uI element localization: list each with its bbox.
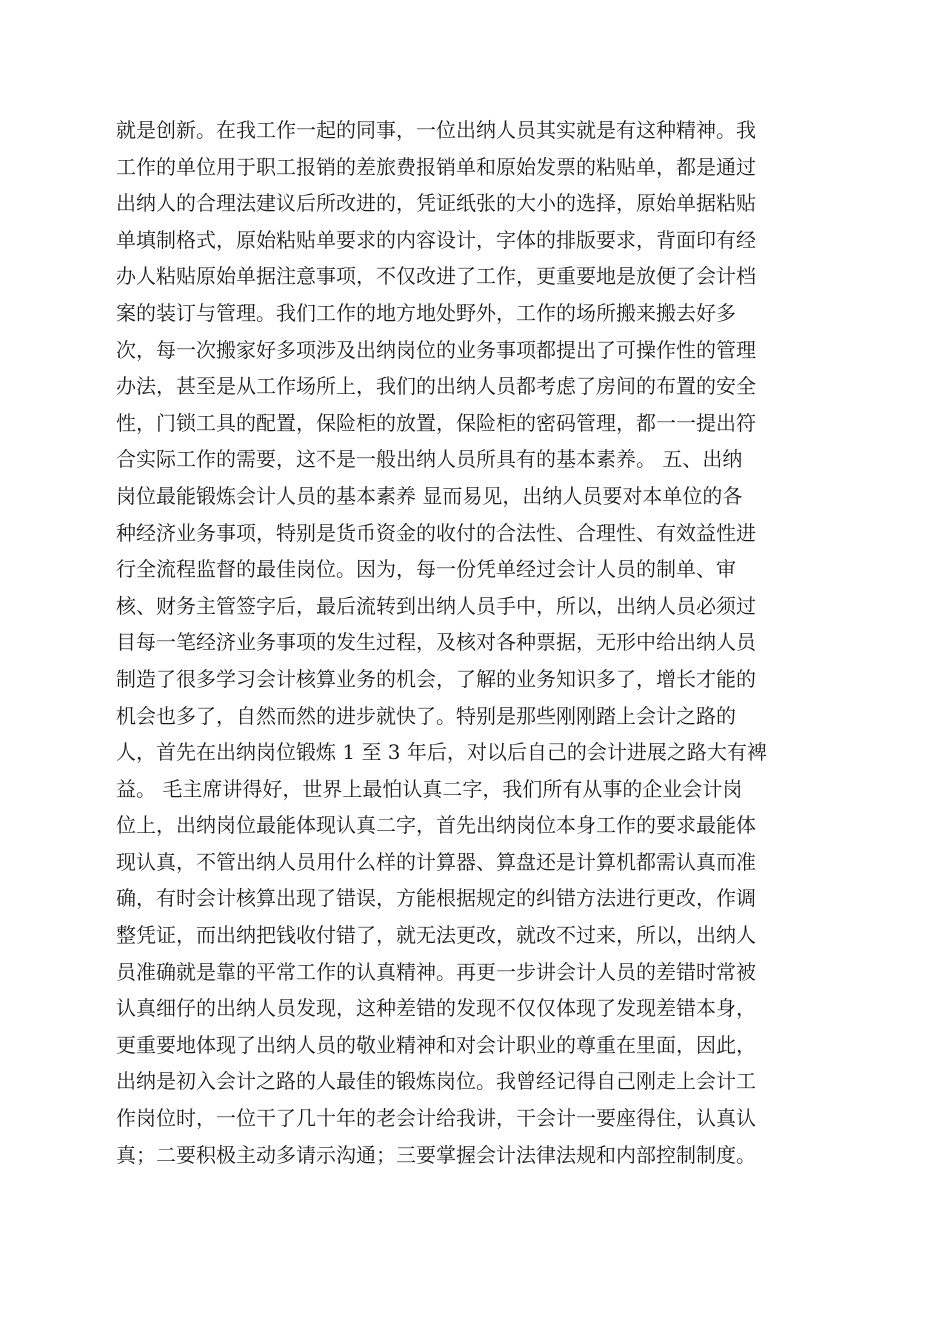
text-line: 岗位最能锻炼会计人员的基本素养 显而易见，出纳人员要对本单位的各 <box>116 483 743 508</box>
text-line: 人，首先在出纳岗位锻炼 1 至 3 年后，对以后自己的会计进展之路大有裨 <box>116 740 767 765</box>
text-line: 办人粘贴原始单据注意事项，不仅改进了工作，更重要地是放便了会计档 <box>116 264 756 289</box>
text-line: 员准确就是靠的平常工作的认真精神。再更一步讲会计人员的差错时常被 <box>116 959 756 984</box>
text-line: 出纳是初入会计之路的人最佳的锻炼岗位。我曾经记得自己刚走上会计工 <box>116 1069 756 1094</box>
text-line: 真；二要积极主动多请示沟通；三要掌握会计法律法规和内部控制制度。 <box>116 1142 756 1167</box>
text-line: 现认真，不管出纳人员用什么样的计算器、算盘还是计算机都需认真而准 <box>116 849 756 874</box>
text-line: 合实际工作的需要，这不是一般出纳人员所具有的基本素养。 五、出纳 <box>116 447 743 472</box>
text-line: 性，门锁工具的配置，保险柜的放置，保险柜的密码管理，都一一提出符 <box>116 410 756 435</box>
text-line: 制造了很多学习会计核算业务的机会，了解的业务知识多了，增长才能的 <box>116 666 756 691</box>
text-line: 单填制格式，原始粘贴单要求的内容设计，字体的排版要求，背面印有经 <box>116 227 756 252</box>
text-line: 次，每一次搬家好多项涉及出纳岗位的业务事项都提出了可操作性的管理 <box>116 337 756 362</box>
text-line: 益。 毛主席讲得好，世界上最怕认真二字，我们所有从事的企业会计岗 <box>116 776 743 801</box>
body-text <box>116 112 836 1173</box>
text-line: 就是创新。在我工作一起的同事，一位出纳人员其实就是有这种精神。我 <box>116 118 756 142</box>
text-line: 行全流程监督的最佳岗位。因为，每一份凭单经过会计人员的制单、审 <box>116 557 736 582</box>
text-line: 种经济业务事项，特别是货币资金的收付的合法性、合理性、有效益性进 <box>116 520 756 545</box>
text-line: 案的装订与管理。我们工作的地方地处野外，工作的场所搬来搬去好多 <box>116 300 736 325</box>
text-line: 整凭证，而出纳把钱收付错了，就无法更改，就改不过来，所以，出纳人 <box>116 923 756 948</box>
text-line: 作岗位时，一位干了几十年的老会计给我讲，干会计一要座得住，认真认 <box>116 1106 756 1131</box>
text-line: 出纳人的合理法建议后所改进的，凭证纸张的大小的选择，原始单据粘贴 <box>116 191 756 216</box>
text-line: 目每一笔经济业务事项的发生过程，及核对各种票据，无形中给出纳人员 <box>116 630 756 655</box>
text-line: 确，有时会计核算出现了错误，方能根据规定的纠错方法进行更改，作调 <box>116 886 756 911</box>
text-line: 机会也多了，自然而然的进步就快了。特别是那些刚刚踏上会计之路的 <box>116 703 736 728</box>
text-line: 更重要地体现了出纳人员的敬业精神和对会计职业的尊重在里面，因此， <box>116 1032 756 1057</box>
text-line: 认真细仔的出纳人员发现，这种差错的发现不仅仅体现了发现差错本身， <box>116 996 756 1021</box>
text-line: 核、财务主管签字后，最后流转到出纳人员手中，所以，出纳人员必须过 <box>116 593 756 618</box>
text-line: 办法，甚至是从工作场所上，我们的出纳人员都考虑了房间的布置的安全 <box>116 374 756 399</box>
text-line: 工作的单位用于职工报销的差旅费报销单和原始发票的粘贴单，都是通过 <box>116 154 756 179</box>
text-line: 位上，出纳岗位最能体现认真二字，首先出纳岗位本身工作的要求最能体 <box>116 813 756 838</box>
